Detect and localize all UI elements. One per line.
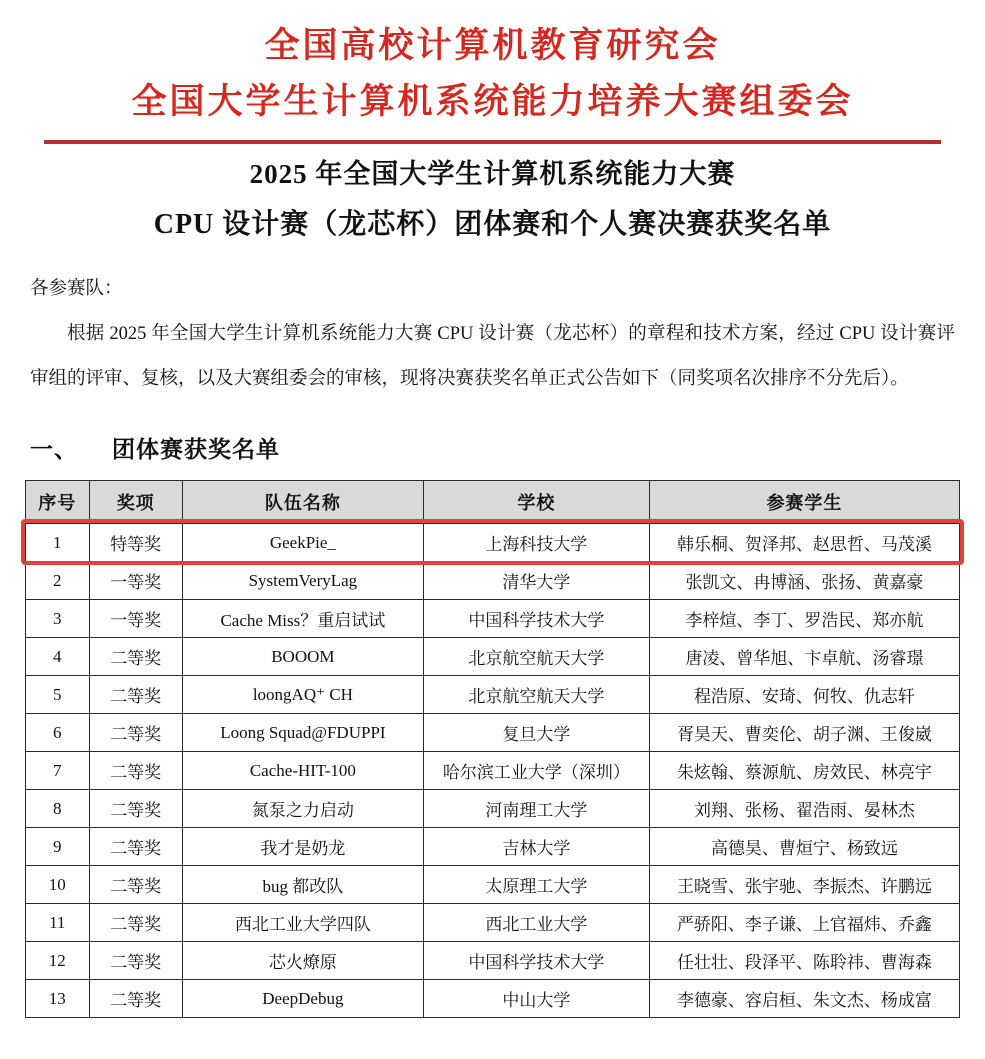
column-header: 序号 — [26, 481, 90, 524]
table-cell: 4 — [26, 638, 90, 676]
column-header: 参赛学生 — [649, 481, 959, 524]
table-cell: Loong Squad@FDUPPI — [182, 714, 423, 752]
table-row — [26, 790, 960, 828]
table-cell: SystemVeryLag — [182, 562, 423, 600]
table-row — [26, 980, 960, 1018]
section-title: 团体赛获奖名单 — [112, 437, 280, 462]
table-cell: 吉林大学 — [423, 828, 649, 866]
table-cell: 我才是奶龙 — [182, 828, 423, 866]
table-cell: 北京航空航天大学 — [423, 638, 649, 676]
table-row — [26, 714, 960, 752]
table-row — [26, 828, 960, 866]
table-row — [26, 676, 960, 714]
table-cell: 韩乐桐、贺泽邦、赵思哲、马茂溪 — [649, 524, 959, 562]
table-cell: 刘翔、张杨、翟浩雨、晏林杰 — [649, 790, 959, 828]
table-row — [26, 866, 960, 904]
table-cell: 13 — [26, 980, 90, 1018]
table-cell: 特等奖 — [89, 524, 182, 562]
table-cell: 一等奖 — [89, 562, 182, 600]
table-cell: 任壮壮、段泽平、陈聆祎、曹海森 — [649, 942, 959, 980]
table-cell: 中国科学技术大学 — [423, 600, 649, 638]
table-cell: 哈尔滨工业大学（深圳） — [423, 752, 649, 790]
table-cell: 5 — [26, 676, 90, 714]
table-cell: 二等奖 — [89, 790, 182, 828]
table-cell: 西北工业大学 — [423, 904, 649, 942]
table-cell: 二等奖 — [89, 980, 182, 1018]
table-cell: 清华大学 — [423, 562, 649, 600]
section-heading — [30, 434, 955, 466]
table-cell: 芯火燎原 — [182, 942, 423, 980]
table-row — [26, 562, 960, 600]
table-cell: 中山大学 — [423, 980, 649, 1018]
table-row — [26, 524, 960, 562]
salutation: 各参赛队： — [30, 279, 123, 299]
table-cell: Cache-HIT-100 — [182, 752, 423, 790]
table-row — [26, 942, 960, 980]
table-cell: 二等奖 — [89, 904, 182, 942]
table-cell: 二等奖 — [89, 752, 182, 790]
table-cell: 11 — [26, 904, 90, 942]
table-cell: 二等奖 — [89, 942, 182, 980]
table-header-row — [26, 481, 960, 524]
table-header — [26, 481, 960, 524]
table-cell: 二等奖 — [89, 676, 182, 714]
table-cell: 6 — [26, 714, 90, 752]
org-title-line2: 全国大学生计算机系统能力培养大赛组委会 — [131, 82, 854, 121]
table-cell: 太原理工大学 — [423, 866, 649, 904]
table-cell: 严骄阳、李子谦、上官福炜、乔鑫 — [649, 904, 959, 942]
table-cell: 河南理工大学 — [423, 790, 649, 828]
table-cell: 胥昊天、曹奕伦、胡子渊、王俊崴 — [649, 714, 959, 752]
award-table-container — [25, 480, 960, 1018]
table-cell: 氮泵之力启动 — [182, 790, 423, 828]
table-cell: 张凯文、冉博涵、张扬、黄嘉豪 — [649, 562, 959, 600]
table-cell: 复旦大学 — [423, 714, 649, 752]
table-cell: 二等奖 — [89, 828, 182, 866]
table-cell: 高德昊、曹烜宁、杨致远 — [649, 828, 959, 866]
table-cell: bug 都改队 — [182, 866, 423, 904]
table-cell: 二等奖 — [89, 866, 182, 904]
body-text-block — [30, 274, 955, 402]
table-cell: 王晓雪、张宇驰、李振杰、许鹏远 — [649, 866, 959, 904]
table-row — [26, 638, 960, 676]
award-list-title: CPU 设计赛（龙芯杯）团体赛和个人赛决赛获奖名单 — [153, 209, 832, 240]
column-header: 奖项 — [89, 481, 182, 524]
table-cell: 8 — [26, 790, 90, 828]
table-cell: 2 — [26, 562, 90, 600]
table-cell: 程浩原、安琦、何牧、仇志轩 — [649, 676, 959, 714]
org-title-line1: 全国高校计算机教育研究会 — [264, 26, 721, 65]
table-cell: Cache Miss？重启试试 — [182, 600, 423, 638]
table-row — [26, 600, 960, 638]
table-cell: loongAQ⁺ CH — [182, 676, 423, 714]
table-cell: 7 — [26, 752, 90, 790]
column-header: 学校 — [423, 481, 649, 524]
table-cell: 西北工业大学四队 — [182, 904, 423, 942]
column-header: 队伍名称 — [182, 481, 423, 524]
announcement-paragraph: 根据 2025 年全国大学生计算机系统能力大赛 CPU 设计赛（龙芯杯）的章程和技术方案，经过 CPU 设计赛评审组的评审、复核，以及大赛组委会的审核，现将决赛获奖名单正式公告如下（同奖项名次排序不分先后）。 — [30, 324, 955, 389]
table-cell: 北京航空航天大学 — [423, 676, 649, 714]
table-cell: DeepDebug — [182, 980, 423, 1018]
table-cell: BOOOM — [182, 638, 423, 676]
table-row — [26, 904, 960, 942]
table-cell: 12 — [26, 942, 90, 980]
table-cell: 中国科学技术大学 — [423, 942, 649, 980]
table-cell: 上海科技大学 — [423, 524, 649, 562]
red-divider-line — [44, 140, 941, 144]
table-cell: 9 — [26, 828, 90, 866]
table-cell: 二等奖 — [89, 714, 182, 752]
table-cell: 二等奖 — [89, 638, 182, 676]
table-cell: 1 — [26, 524, 90, 562]
table-cell: 唐凌、曾华旭、卞卓航、汤睿璟 — [649, 638, 959, 676]
table-cell: 李梓煊、李丁、罗浩民、郑亦航 — [649, 600, 959, 638]
table-cell: 一等奖 — [89, 600, 182, 638]
table-cell: 3 — [26, 600, 90, 638]
table-body — [26, 524, 960, 1018]
competition-title: 2025 年全国大学生计算机系统能力大赛 — [249, 159, 736, 189]
table-cell: GeekPie_ — [182, 524, 423, 562]
section-number: 一、 — [30, 437, 78, 462]
table-cell: 李德豪、容启桓、朱文杰、杨成富 — [649, 980, 959, 1018]
table-row — [26, 752, 960, 790]
table-cell: 10 — [26, 866, 90, 904]
award-table — [25, 480, 960, 1018]
table-cell: 朱炫翰、蔡源航、房效民、林亮宇 — [649, 752, 959, 790]
